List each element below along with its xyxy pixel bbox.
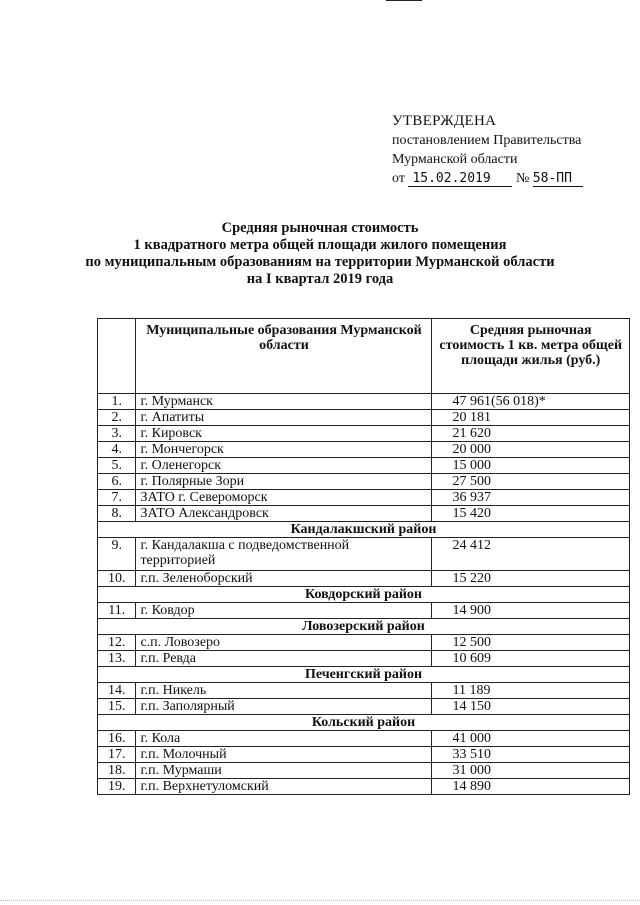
table-row (98, 779, 630, 795)
title-line-2: 1 квадратного метра общей площади жилого помещения (133, 237, 507, 253)
row-municipality: г. Мурманск (136, 394, 432, 410)
section-row (98, 619, 630, 635)
row-municipality: ЗАТО г. Североморск (136, 490, 432, 506)
section-row (98, 522, 630, 538)
row-price: 11 189 (432, 683, 630, 699)
row-price: 41 000 (432, 731, 630, 747)
approval-line-1: постановлением Правительства (392, 133, 582, 148)
row-number: 2. (98, 410, 136, 426)
row-number: 11. (98, 603, 136, 619)
row-price: 36 937 (432, 490, 630, 506)
row-price: 15 420 (432, 506, 630, 522)
row-municipality: г. Кировск (136, 426, 432, 442)
title-line-4: на I квартал 2019 года (246, 271, 394, 287)
section-title: Печенгский район (98, 667, 630, 683)
row-price: 21 620 (432, 426, 630, 442)
row-number: 18. (98, 763, 136, 779)
row-number: 17. (98, 747, 136, 763)
section-row (98, 667, 630, 683)
row-number: 15. (98, 699, 136, 715)
row-municipality: г.п. Мурмаши (136, 763, 432, 779)
row-number: 19. (98, 779, 136, 795)
row-number: 9. (98, 538, 136, 571)
top-rule (386, 0, 422, 1)
row-municipality: г. Мончегорск (136, 442, 432, 458)
row-municipality: г.п. Молочный (136, 747, 432, 763)
table-row (98, 763, 630, 779)
row-number: 7. (98, 490, 136, 506)
row-number: 1. (98, 394, 136, 410)
row-municipality: г. Оленегорск (136, 458, 432, 474)
approval-line-2: Мурманской области (392, 152, 518, 167)
table-row (98, 603, 630, 619)
row-municipality: г.п. Зеленоборский (136, 571, 432, 587)
table-row (98, 490, 630, 506)
header-number (98, 319, 136, 394)
row-price: 14 900 (432, 603, 630, 619)
table-row (98, 683, 630, 699)
row-number: 5. (98, 458, 136, 474)
document-title (0, 220, 640, 288)
row-number: 16. (98, 731, 136, 747)
row-number: 12. (98, 635, 136, 651)
row-municipality: г. Ковдор (136, 603, 432, 619)
row-price: 20 000 (432, 442, 630, 458)
approval-number: 58-ПП (533, 171, 583, 187)
row-number: 6. (98, 474, 136, 490)
table-row (98, 635, 630, 651)
header-municipality: Муниципальные образования Мурманской области (136, 319, 432, 394)
price-table (97, 318, 630, 795)
row-price: 12 500 (432, 635, 630, 651)
table-row (98, 458, 630, 474)
row-price: 31 000 (432, 763, 630, 779)
table-row (98, 394, 630, 410)
row-municipality: г.п. Ревда (136, 651, 432, 667)
section-title: Кольский район (98, 715, 630, 731)
row-municipality: г. Кандалакша с подведомственной территорией (136, 538, 432, 571)
row-municipality: г. Апатиты (136, 410, 432, 426)
row-price: 14 150 (432, 699, 630, 715)
row-number: 4. (98, 442, 136, 458)
table-row (98, 442, 630, 458)
approved-label: УТВЕРЖДЕНА (392, 113, 497, 129)
section-title: Кандалакшский район (98, 522, 630, 538)
table-row (98, 410, 630, 426)
section-title: Ловозерский район (98, 619, 630, 635)
table-row (98, 426, 630, 442)
title-line-1: Средняя рыночная стоимость (221, 220, 419, 236)
section-row (98, 587, 630, 603)
section-row (98, 715, 630, 731)
bottom-scan-edge (0, 900, 640, 905)
row-number: 14. (98, 683, 136, 699)
table-row (98, 699, 630, 715)
table-row (98, 506, 630, 522)
approval-stamp (392, 112, 583, 188)
row-municipality: г. Полярные Зори (136, 474, 432, 490)
row-municipality: ЗАТО Александровск (136, 506, 432, 522)
row-price: 20 181 (432, 410, 630, 426)
row-municipality: с.п. Ловозеро (136, 635, 432, 651)
table-row (98, 747, 630, 763)
table-header-row (98, 319, 630, 394)
row-number: 10. (98, 571, 136, 587)
from-label: от (392, 171, 405, 186)
row-municipality: г. Кола (136, 731, 432, 747)
table-row (98, 571, 630, 587)
table-row (98, 538, 630, 571)
row-price: 33 510 (432, 747, 630, 763)
row-price: 24 412 (432, 538, 630, 571)
number-label: № (515, 171, 530, 186)
table-row (98, 731, 630, 747)
row-municipality: г.п. Верхнетуломский (136, 779, 432, 795)
row-price: 15 000 (432, 458, 630, 474)
approval-date: 15.02.2019 (408, 171, 512, 187)
approval-date-line (392, 169, 583, 188)
row-number: 3. (98, 426, 136, 442)
table-row (98, 474, 630, 490)
row-number: 8. (98, 506, 136, 522)
row-price: 47 961(56 018)* (432, 394, 630, 410)
title-line-3: по муниципальным образованиям на территории Мурманской области (85, 254, 555, 270)
row-municipality: г.п. Заполярный (136, 699, 432, 715)
row-municipality: г.п. Никель (136, 683, 432, 699)
row-price: 27 500 (432, 474, 630, 490)
row-price: 15 220 (432, 571, 630, 587)
header-price: Средняя рыночная стоимость 1 кв. метра общей площади жилья (руб.) (432, 319, 630, 394)
row-price: 14 890 (432, 779, 630, 795)
row-price: 10 609 (432, 651, 630, 667)
table-row (98, 651, 630, 667)
section-title: Ковдорский район (98, 587, 630, 603)
row-number: 13. (98, 651, 136, 667)
